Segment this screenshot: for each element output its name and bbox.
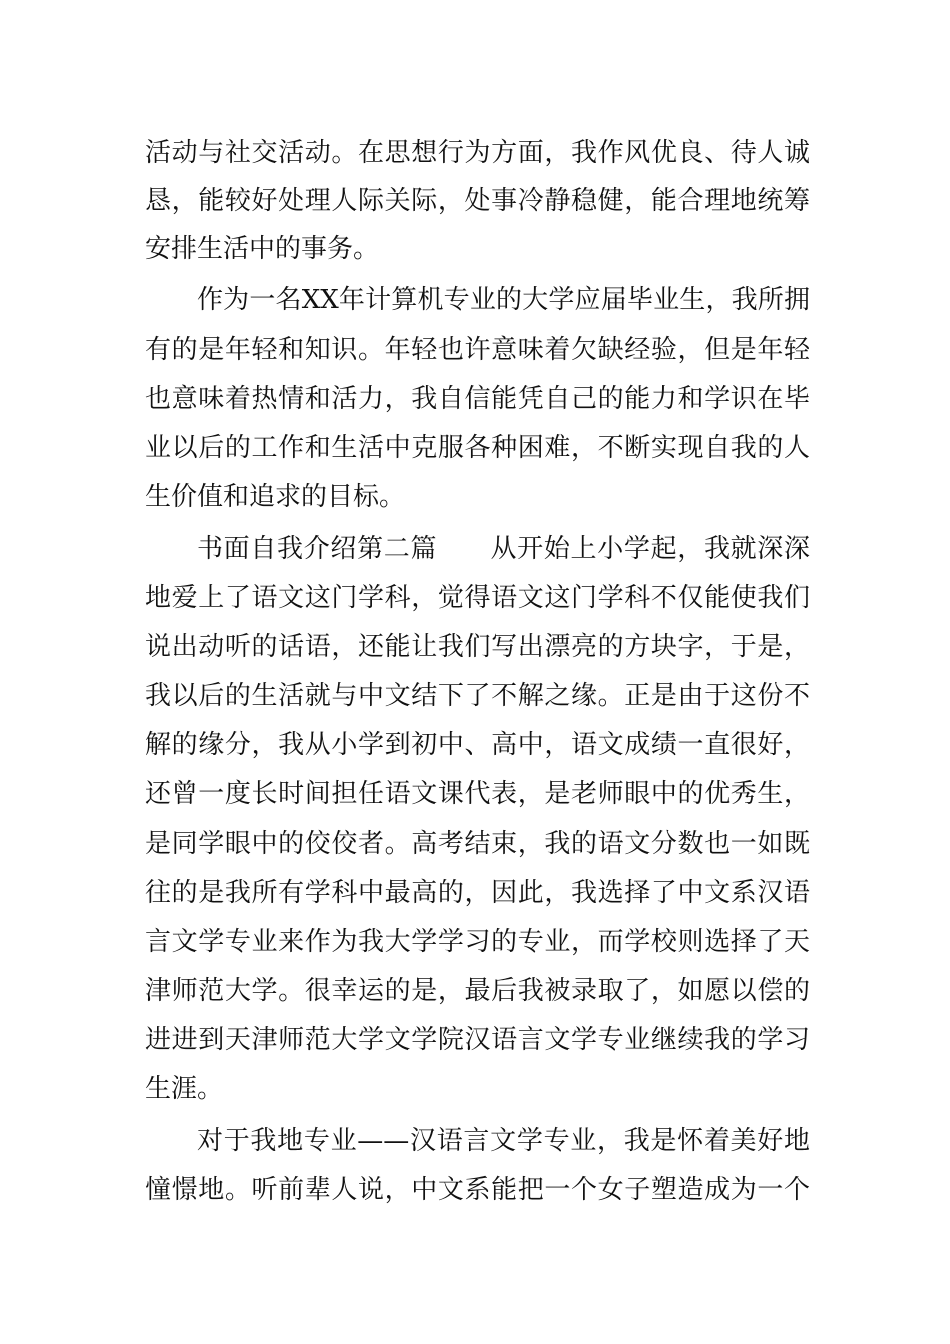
- text-line: 生涯。: [145, 1074, 224, 1104]
- text-line: 憧憬地。听前辈人说，中文系能把一个女子塑造成为一个: [145, 1175, 810, 1205]
- text-line: 安排生活中的事务。: [145, 234, 380, 264]
- text-line: 地爱上了语文这门学科，觉得语文这门学科不仅能使我们: [145, 583, 810, 613]
- text-line: 津师范大学。很幸运的是，最后我被录取了，如愿以偿的: [145, 976, 810, 1006]
- text-line: 言文学专业来作为我大学学习的专业，而学校则选择了天: [145, 927, 810, 957]
- text-line: 活动与社交活动。在思想行为方面，我作风优良、待人诚: [145, 138, 810, 168]
- text-line: 说出动听的话语，还能让我们写出漂亮的方块字，于是，: [145, 632, 810, 662]
- paragraph-first-line: 作为一名XX年计算机专业的大学应届毕业生，我所拥: [197, 285, 810, 315]
- paragraph-first-line: 对于我地专业——汉语言文学专业，我是怀着美好地: [197, 1126, 810, 1156]
- section-heading-line: 书面自我介绍第二篇 从开始上小学起，我就深深: [197, 534, 810, 564]
- text-line: 生价值和追求的目标。: [145, 482, 406, 512]
- text-line: 有的是年轻和知识。年轻也许意味着欠缺经验，但是年轻: [145, 335, 810, 365]
- text-line: 恳，能较好处理人际关际，处事冷静稳健，能合理地统筹: [145, 186, 810, 216]
- text-line: 是同学眼中的佼佼者。高考结束，我的语文分数也一如既: [145, 829, 810, 859]
- text-line: 解的缘分，我从小学到初中、高中，语文成绩一直很好，: [145, 730, 810, 760]
- text-line: 我以后的生活就与中文结下了不解之缘。正是由于这份不: [145, 681, 810, 711]
- text-line: 也意味着热情和活力，我自信能凭自己的能力和学识在毕: [145, 384, 810, 414]
- text-line: 还曾一度长时间担任语文课代表，是老师眼中的优秀生，: [145, 779, 810, 809]
- text-line: 往的是我所有学科中最高的，因此，我选择了中文系汉语: [145, 878, 810, 908]
- text-line: 进进到天津师范大学文学院汉语言文学专业继续我的学习: [145, 1025, 810, 1055]
- text-line: 业以后的工作和生活中克服各种困难，不断实现自我的人: [145, 433, 810, 463]
